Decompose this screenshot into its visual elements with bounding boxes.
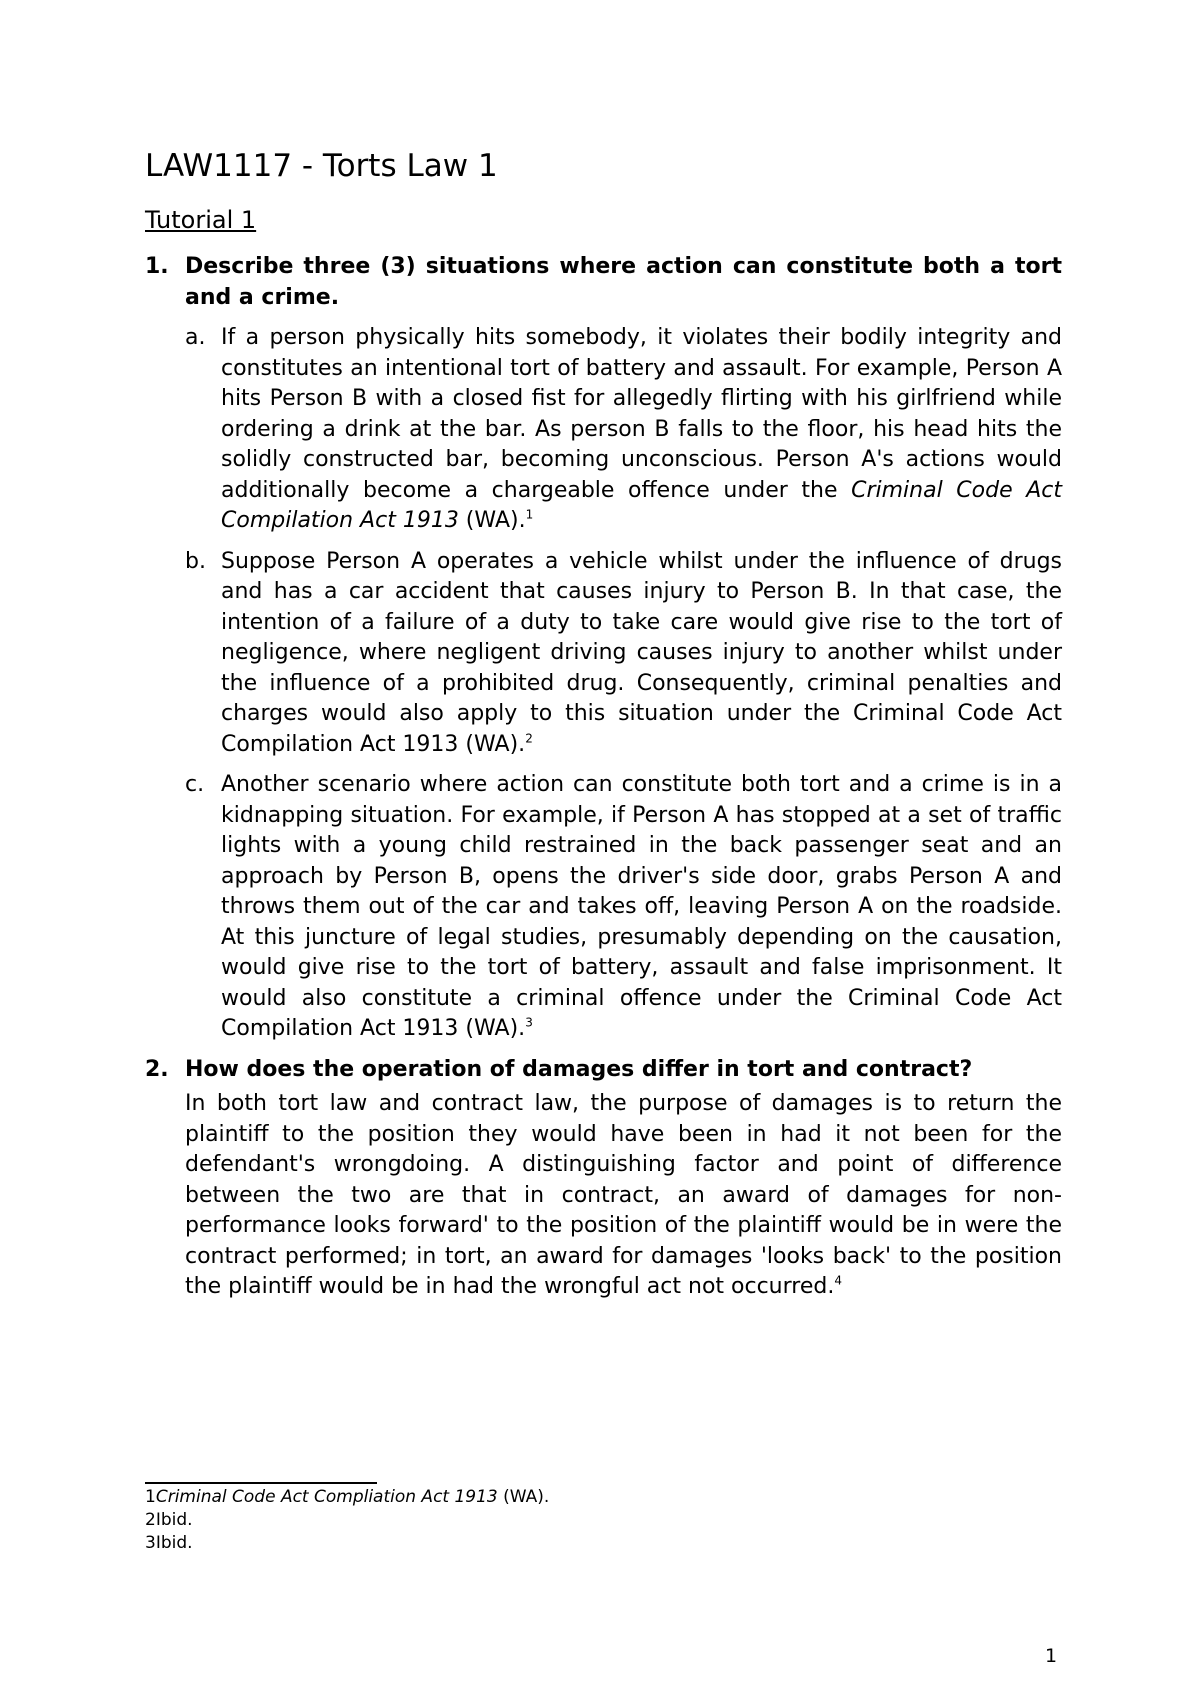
footnote-2: 2Ibid. [145,1510,193,1530]
footnote-separator [145,1482,377,1484]
footnote-ref: 2 [525,731,533,746]
document-body [145,252,1062,1303]
page-number: 1 [1045,1645,1058,1667]
question-text: How does the operation of damages differ in tort and contract? [185,1056,973,1082]
item-label: b. [185,548,206,574]
item-text: Suppose Person A operates a vehicle whilst under the influence of drugs and has a car accident that causes injury to Person B. In that case, the intention of a failure of a duty to take care would give rise to the tort of negligence, where negligent driving causes injury to another whilst under the influence of a prohibited drug. Consequently, criminal penalties and charges would also apply to this situation under the Criminal Code Act Compilation Act 1913 (WA).$^2$ [221,548,1062,757]
footnotes [145,1486,549,1555]
question-2 [145,1055,1062,1086]
question-1 [145,252,1062,313]
question-number: 1. [145,254,169,279]
item-label: c. [185,772,205,797]
footnote-ref: 1 [525,507,534,522]
footnote-ref: 4 [834,1273,842,1288]
answer-item-c [185,770,1062,1045]
answer-item-a [185,323,1062,537]
italic-act-name: Criminal Code Act Compilation Act 1913 [221,477,1062,533]
footnote-3: 3Ibid. [145,1533,193,1553]
question-text: Describe three (3) situations where action can constitute both a tort and a crime. [185,254,1062,310]
item-text: Another scenario where action can constitute both tort and a crime is in a kidnapping situation. For example, if Person A has stopped at a set of traffic lights with a young child restrained in the back passenger seat and an approach by Person B, opens the driver's side door, grabs Person A and throws them out of the car and takes off, leaving Person A on the roadside. At this juncture of legal studies, presumably depending on the causation, would give rise to the tort of battery, assault and false imprisonment. It would also constitute a criminal offence under the Criminal Code Act Compilation Act 1913 (WA).$^3$ [221,772,1062,1041]
question-number: 2. [145,1056,169,1082]
item-text: If a person physically hits somebody, it violates their bodily integrity and constitutes an intentional tort of battery and assault. For example, Person A hits Person B with a closed fist for allegedly flirting with his girlfriend while ordering a drink at the bar. As person B falls to the floor, his head hits the solidly constructed bar, becoming unconscious. Person A's actions would additionally become a chargeable offence under the Criminal Code Act Compilation Act 1913 (WA).$^1$ [221,325,1062,533]
answer-item-b [185,547,1062,761]
item-label: a. [185,325,206,350]
tutorial-heading: Tutorial 1 [145,206,257,234]
answer-paragraph: In both tort law and contract law, the purpose of damages is to return the plaintiff to the position they would have been in had it not been for the defendant's wrongdoing. A distinguishing factor and point of difference between the two are that in contract, an award of damages for non-performance looks forward' to the position of the plaintiff would be in were the contract performed; in tort, an award for damages 'looks back' to the position the plaintiff would be in had the wrongful act not occurred.$^4$ [185,1091,1062,1299]
document-title: LAW1117 - Torts Law 1 [145,148,498,184]
footnote-ref: 3 [525,1015,533,1030]
footnote-1: 1Criminal Code Act Compliation Act 1913 (WA). [145,1487,550,1507]
